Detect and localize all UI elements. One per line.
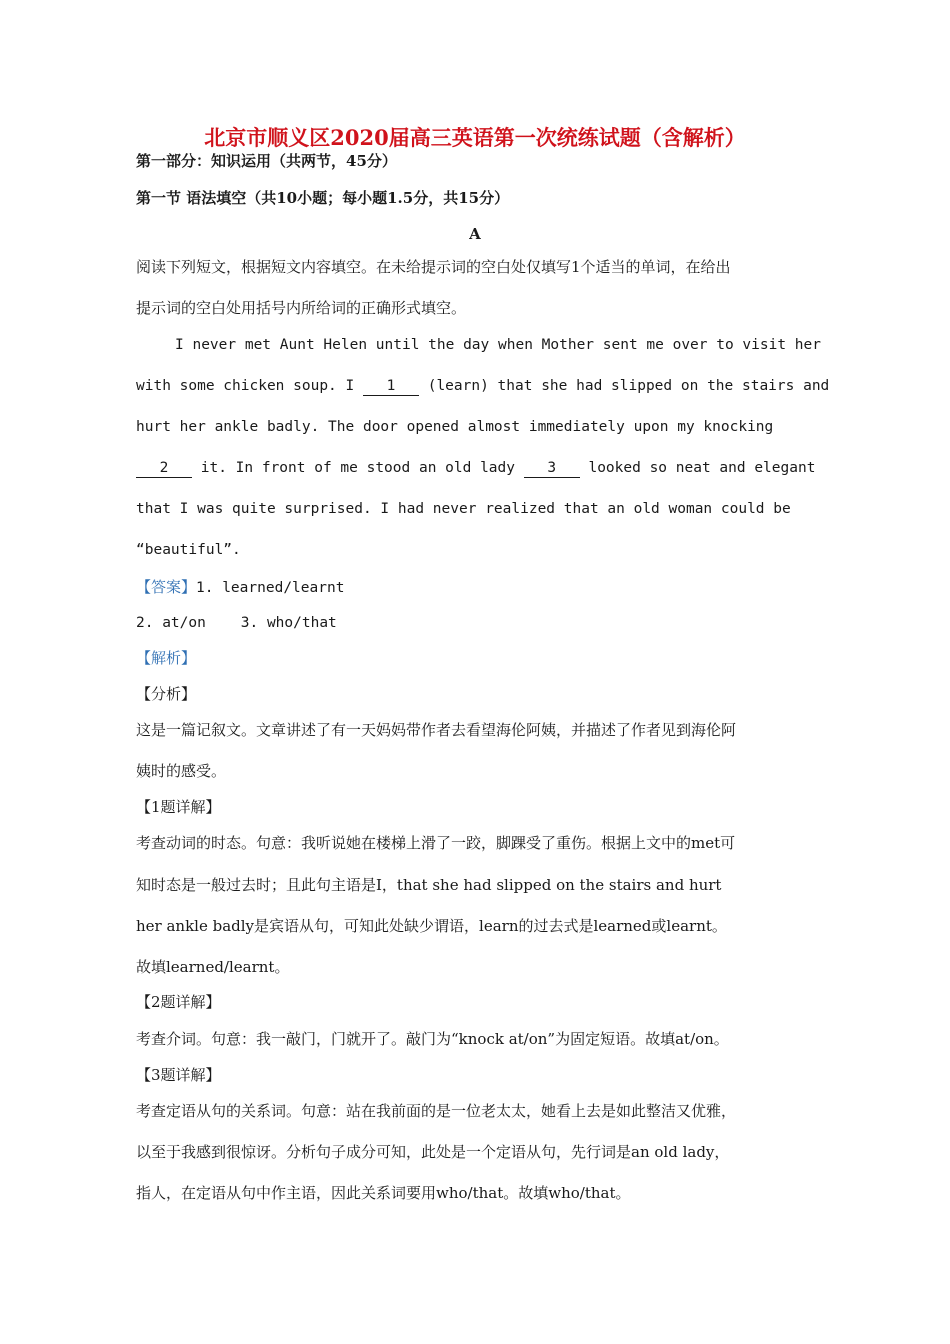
q3-label: 【3题详解】	[136, 1066, 221, 1084]
answer-line-2: 2. at/on 3. who/that	[136, 615, 337, 631]
q2-line-1: 考查介词。句意：我一敲门，门就开了。敲门为“knock at/on”为固定短语。故填at/on。	[136, 1030, 729, 1048]
instructions-line-1: 阅读下列短文，根据短文内容填空。在未给提示词的空白处仅填写1个适当的单词，在给出	[136, 258, 731, 276]
q3-line-1: 考查定语从句的关系词。句意：站在我前面的是一位老太太，她看上去是如此整洁又优雅，	[136, 1102, 737, 1120]
passage-line-2-post: (learn) that she had slipped on the stairs and	[418, 378, 830, 394]
passage-line-4	[136, 458, 815, 478]
q1-line-3: her ankle badly是宾语从句，可知此处缺少谓语，learn的过去式是learned或learnt。	[136, 917, 727, 935]
passage-line-6: “beautiful”.	[136, 542, 241, 558]
analysis-label: 【解析】	[136, 649, 197, 667]
blank-3: 3	[524, 460, 580, 478]
passage-line-5: that I was quite surprised. I had never realized that an old woman could be	[136, 501, 791, 517]
passage-line-4-post: looked so neat and elegant	[579, 460, 816, 476]
q3-line-3: 指人，在定语从句中作主语，因此关系词要用who/that。故填who/that。	[136, 1184, 631, 1202]
passage-line-2	[136, 376, 829, 396]
passage-line-2-pre: with some chicken soup. I	[136, 378, 363, 394]
q1-line-1: 考查动词的时态。句意：我听说她在楼梯上滑了一跤，脚踝受了重伤。根据上文中的met可	[136, 834, 736, 852]
document-title: 北京市顺义区2020届高三英语第一次统练试题（含解析）	[204, 125, 746, 150]
passage-line-3: hurt her ankle badly. The door opened almost immediately upon my knocking	[136, 419, 774, 435]
blank-2: 2	[136, 460, 192, 478]
answer-label: 【答案】	[136, 578, 197, 596]
answer-line-1	[136, 577, 344, 598]
q2-label: 【2题详解】	[136, 993, 221, 1011]
blank-1: 1	[363, 378, 419, 396]
answer-text-1: 1. learned/learnt	[196, 580, 345, 596]
passage-letter: A	[469, 225, 481, 243]
passage-line-1: I never met Aunt Helen until the day when Mother sent me over to visit her	[175, 337, 822, 353]
instructions-line-2: 提示词的空白处用括号内所给词的正确形式填空。	[136, 299, 467, 317]
q1-line-4: 故填learned/learnt。	[136, 958, 290, 976]
fenxi-line-1: 这是一篇记叙文。文章讲述了有一天妈妈带作者去看望海伦阿姨，并描述了作者见到海伦阿	[136, 721, 737, 739]
fenxi-label: 【分析】	[136, 685, 197, 703]
passage-line-4-mid: it. In front of me stood an old lady	[192, 460, 524, 476]
q1-line-2: 知时态是一般过去时；且此句主语是I，that she had slipped on the stairs and hurt	[136, 876, 722, 894]
q1-label: 【1题详解】	[136, 798, 221, 816]
part1-heading: 第一部分：知识运用（共两节，45分）	[136, 152, 397, 170]
fenxi-line-2: 姨时的感受。	[136, 762, 227, 780]
section1-heading: 第一节 语法填空（共10小题；每小题1.5分，共15分）	[136, 189, 510, 207]
q3-line-2: 以至于我感到很惊讶。分析句子成分可知，此处是一个定语从句，先行词是an old lady，	[136, 1143, 730, 1161]
